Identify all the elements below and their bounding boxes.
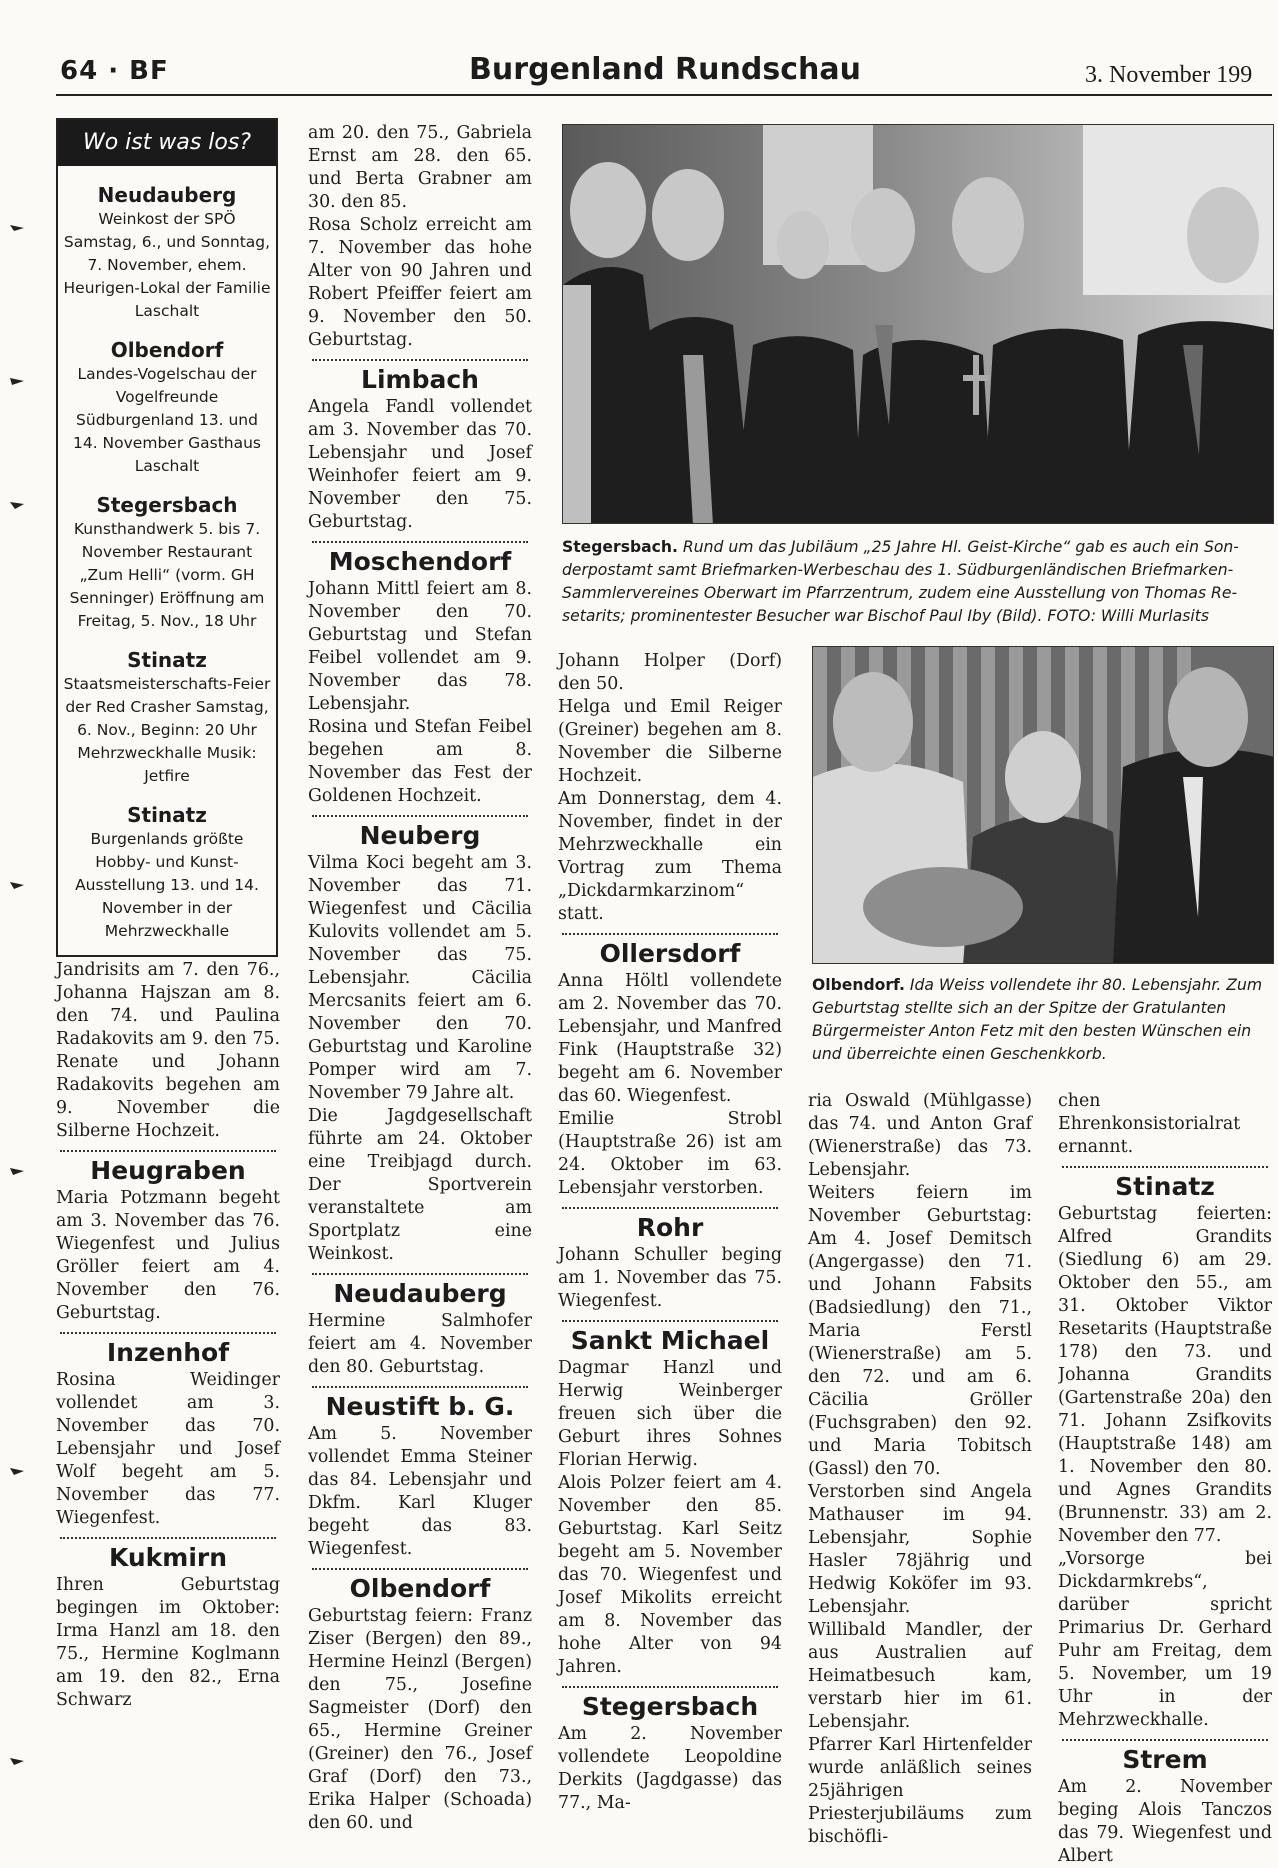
article-text: Am 2. November beging Alois Tanczos das 79. Wiegenfest und Albert [1058, 1777, 1272, 1866]
article-text: Dagmar Hanzl und Herwig Weinberger freuen sich über die Geburt ihres Sohnes Florian Herwig. [558, 1358, 782, 1470]
caption-line: Bürgermeister Anton Fetz mit den besten Wünschen ein [812, 1022, 1252, 1040]
event-place: Neudauberg [97, 183, 237, 207]
article-text: Johann Holper (Dorf) den 50. [558, 651, 782, 694]
event-text: Weinkost der SPÖ Samstag, 6., und Sonntag, 7. November, ehem. Heurigen-Lokal der Familie Laschalt [63, 210, 271, 320]
article-text: Angela Fandl vollendet am 3. November das 70. Lebensjahr und Josef Weinhofer feiert am 9. November den 75. Geburtstag. [308, 397, 532, 532]
article-text: Vilma Koci begeht am 3. November das 71. Wiegenfest und Cäcilia Kulovits vollendet am 5. November das 75. Lebensjahr. Cäcilia Mercsanits feiert am 6. November den 70. Geburtstag und Karoline Pomper wird am 7. November 79 Jahre alt. [308, 853, 532, 1103]
caption-line: setarits; prominentester Besucher war Bischof Paul Iby (Bild). FOTO: Willi Murlasits [562, 607, 1209, 625]
article-text: Am 2. November vollendete Leopoldine Derkits (Jagdgasse) das 77., Ma- [558, 1724, 782, 1813]
newspaper-title: Burgenland Rundschau [469, 52, 861, 87]
caption-line: und überreichte einen Geschenkkorb. [812, 1045, 1107, 1063]
article-text: chen Ehrenkonsistorialrat ernannt. [1058, 1091, 1241, 1157]
article-text: Am Donnerstag, dem 4. November, findet in der Mehrzweckhalle ein Vortrag zum Thema „Dickdarmkarzinom“ statt. [558, 789, 782, 924]
section-heading: Inzenhof [106, 1338, 230, 1367]
column-1 [56, 118, 280, 1712]
events-box-title: Wo ist was los? [58, 120, 276, 166]
article-text: Rosa Scholz erreicht am 7. November das hohe Alter von 90 Jahren und Robert Pfeiffer feiert am 9. November den 50. Geburtstag. [308, 215, 532, 350]
birthday-photo-image [813, 647, 1274, 964]
article-text: Emilie Strobl (Hauptstraße 26) ist am 24. Oktober im 63. Lebensjahr verstorben. [558, 1109, 782, 1198]
column-5 [1058, 1090, 1272, 1868]
divider [312, 359, 528, 361]
article-text: ria Oswald (Mühlgasse) das 74. und Anton Graf (Wienerstraße) das 73. Lebensjahr. [808, 1091, 1032, 1180]
article-text: Pfarrer Karl Hirtenfelder wurde anläßlich seines 25jährigen Priesterjubiläums zum bischöfli- [808, 1735, 1032, 1847]
section-heading: Neuberg [359, 821, 481, 850]
margin-mark-icon [10, 880, 24, 890]
group-photo-image [563, 125, 1274, 524]
section-heading: Rohr [636, 1213, 704, 1242]
section-heading: Kukmirn [108, 1543, 228, 1572]
event-text: Kunsthandwerk 5. bis 7. November Restaurant „Zum Helli“ (vorm. GH Senninger) Eröffnung am Freitag, 5. Nov., 18 Uhr [69, 520, 265, 630]
article-text: Anna Höltl vollendete am 2. November das 70. Lebensjahr, und Manfred Fink (Hauptstraße 32) begeht am 6. November das 60. Wiegenfest. [558, 971, 782, 1106]
article-text: Helga und Emil Reiger (Greiner) begehen am 8. November die Silberne Hochzeit. [558, 697, 782, 786]
photo1-caption [562, 536, 1274, 628]
margin-mark-icon [10, 376, 24, 386]
column-4 [808, 1090, 1032, 1849]
divider [1062, 1739, 1268, 1741]
event-place: Stegersbach [96, 493, 238, 517]
caption-place: Stegersbach. [562, 538, 678, 556]
photo-stegersbach [562, 124, 1274, 524]
column-3 [558, 650, 782, 1815]
article-text: Geburtstag feierten: Alfred Grandits (Siedlung 6) am 29. Oktober den 55., am 31. Oktober Viktor Resetarits (Hauptstraße 178) den 73. und Johanna Grandits (Gartenstraße 20a) den 71. Johann Zsifkovits (Hauptstraße 148) am 1. November den 80. und Agnes Grandits (Brunnenstr. 33) am 2. November den 77. [1058, 1204, 1272, 1546]
article-text: Alois Polzer feiert am 4. November den 85. Geburtstag. Karl Seitz begeht am 5. November das 70. Wiegenfest und Josef Mikolits erreicht am 8. November das hohe Alter von 94 Jahren. [558, 1473, 782, 1677]
article-text: Ihren Geburtstag begingen im Oktober: Irma Hanzl am 18. den 75., Hermine Koglmann am 19. den 82., Erna Schwarz [56, 1575, 280, 1710]
event-text: Burgenlands größte Hobby- und Kunst-Ausstellung 13. und 14. November in der Mehrzweckhalle [75, 830, 259, 940]
divider [312, 1386, 528, 1388]
divider [312, 1273, 528, 1275]
event-text: Landes-Vogelschau der Vogelfreunde Südburgenland 13. und 14. November Gasthaus Laschalt [72, 365, 262, 475]
article-text: Willibald Mandler, der aus Australien auf Heimatbesuch kam, verstarb hier im 61. Lebensjahr. [808, 1620, 1032, 1732]
article-text: Verstorben sind Angela Mathauser im 94. Lebensjahr, Sophie Hasler 78jährig und Hedwig Koköfer im 93. Lebensjahr. [808, 1482, 1032, 1617]
section-heading: Stinatz [1115, 1172, 1215, 1201]
caption-line: Ida Weiss vollendete ihr 80. Lebensjahr. Zum [909, 976, 1263, 994]
divider [562, 1320, 778, 1322]
article-text: am 20. den 75., Gabriela Ernst am 28. den 65. und Berta Grabner am 30. den 85. [308, 123, 532, 212]
article-text: Rosina Weidinger vollendet am 3. November das 70. Lebensjahr und Josef Wolf begeht am 5. November das 77. Wiegenfest. [56, 1370, 280, 1528]
divider [1062, 1166, 1268, 1168]
divider [562, 1207, 778, 1209]
section-heading: Limbach [361, 365, 479, 394]
margin-mark-icon [10, 222, 24, 232]
event-place: Stinatz [127, 803, 207, 827]
article-text: Hermine Salmhofer feiert am 4. November den 80. Geburtstag. [308, 1311, 532, 1377]
margin-mark-icon [10, 1166, 24, 1176]
article-text: Johann Schuller beging am 1. November das 75. Wiegenfest. [558, 1245, 782, 1311]
margin-mark-icon [10, 500, 24, 510]
events-box [56, 118, 278, 957]
caption-line: Sammlervereines Oberwart im Pfarrzentrum, zudem eine Ausstellung von Thomas Re- [562, 584, 1238, 602]
issue-date: 3. November 199 [1085, 62, 1253, 88]
divider [312, 1568, 528, 1570]
page-header [0, 0, 1278, 100]
margin-mark-icon [10, 1756, 24, 1766]
section-heading: Strem [1122, 1745, 1208, 1774]
article-text: Die Jagdgesellschaft führte am 24. Oktober eine Treibjagd durch. Der Sportverein veranstaltete am Sportplatz eine Weinkost. [308, 1106, 532, 1264]
divider [60, 1332, 276, 1334]
divider [312, 815, 528, 817]
article-text: „Vorsorge bei Dickdarmkrebs“, darüber spricht Primarius Dr. Gerhard Puhr am Freitag, dem 5. November, um 19 Uhr in der Mehrzweckhalle. [1058, 1549, 1272, 1730]
section-heading: Olbendorf [349, 1574, 491, 1603]
section-heading: Heugraben [90, 1156, 246, 1185]
divider [60, 1537, 276, 1539]
header-rule [56, 94, 1272, 96]
event-place: Stinatz [127, 648, 207, 672]
section-heading: Stegersbach [581, 1692, 759, 1721]
section-heading: Moschendorf [328, 547, 512, 576]
article-text: Geburtstag feiern: Franz Ziser (Bergen) den 89., Hermine Heinzl (Bergen) den 75., Josefine Sagmeister (Dorf) den 65., Hermine Greiner (Greiner) den 76., Josef Graf (Dorf) den 73., Erika Halper (Schoada) den 60. und [308, 1606, 532, 1833]
column-2 [308, 122, 532, 1835]
divider [60, 1150, 276, 1152]
section-heading: Neudauberg [333, 1279, 507, 1308]
photo2-caption [812, 974, 1274, 1066]
caption-line: Geburtstag stellte sich an der Spitze der Gratulanten [812, 999, 1227, 1017]
divider [562, 933, 778, 935]
section-heading: Sankt Michael [570, 1326, 770, 1355]
article-text: Maria Potzmann begeht am 3. November das 76. Wiegenfest und Julius Gröller feiert am 4. November den 76. Geburtstag. [56, 1188, 280, 1323]
article-text: Weiters feiern im November Geburtstag: Am 4. Josef Demitsch (Angergasse) den 71. und Johann Fabsits (Badsiedlung) den 71., Maria Ferstl (Wienerstraße) am 5. den 72. und am 6. Cäcilia Gröller (Fuchsgraben) den 92. und Maria Tobitsch (Gassl) den 70. [808, 1183, 1032, 1479]
divider [312, 541, 528, 543]
caption-line: derpostamt samt Briefmarken-Werbeschau des 1. Südburgenländischen Briefmarken- [562, 561, 1234, 579]
photo-olbendorf [812, 646, 1274, 964]
divider [562, 1686, 778, 1688]
article-text: Am 5. November vollendet Emma Steiner das 84. Lebensjahr und Dkfm. Karl Kluger begeht das 83. Wiegenfest. [308, 1424, 532, 1559]
caption-place: Olbendorf. [812, 976, 905, 994]
article-text: Jandrisits am 7. den 76., Johanna Hajszan am 8. den 74. und Paulina Radakovits am 9. den 75. Renate und Johann Radakovits begehen am 9. November die Silberne Hochzeit. [56, 960, 280, 1141]
caption-line: Rund um das Jubiläum „25 Jahre Hl. Geist-Kirche“ gab es auch ein Son- [682, 538, 1239, 556]
event-text: Staatsmeisterschafts-Feier der Red Crasher Samstag, 6. Nov., Beginn: 20 Uhr Mehrzweckhalle Musik: Jetfire [63, 675, 271, 785]
article-text: Johann Mittl feiert am 8. November den 70. Geburtstag und Stefan Feibel vollendet am 9. November das 78. Lebensjahr. [308, 579, 532, 714]
section-heading: Ollersdorf [599, 939, 741, 968]
page-number: 64 · BF [60, 56, 169, 86]
margin-mark-icon [10, 1466, 24, 1476]
section-heading: Neustift b. G. [325, 1392, 515, 1421]
article-text: Rosina und Stefan Feibel begehen am 8. November das Fest der Goldenen Hochzeit. [308, 717, 532, 806]
event-place: Olbendorf [110, 338, 224, 362]
